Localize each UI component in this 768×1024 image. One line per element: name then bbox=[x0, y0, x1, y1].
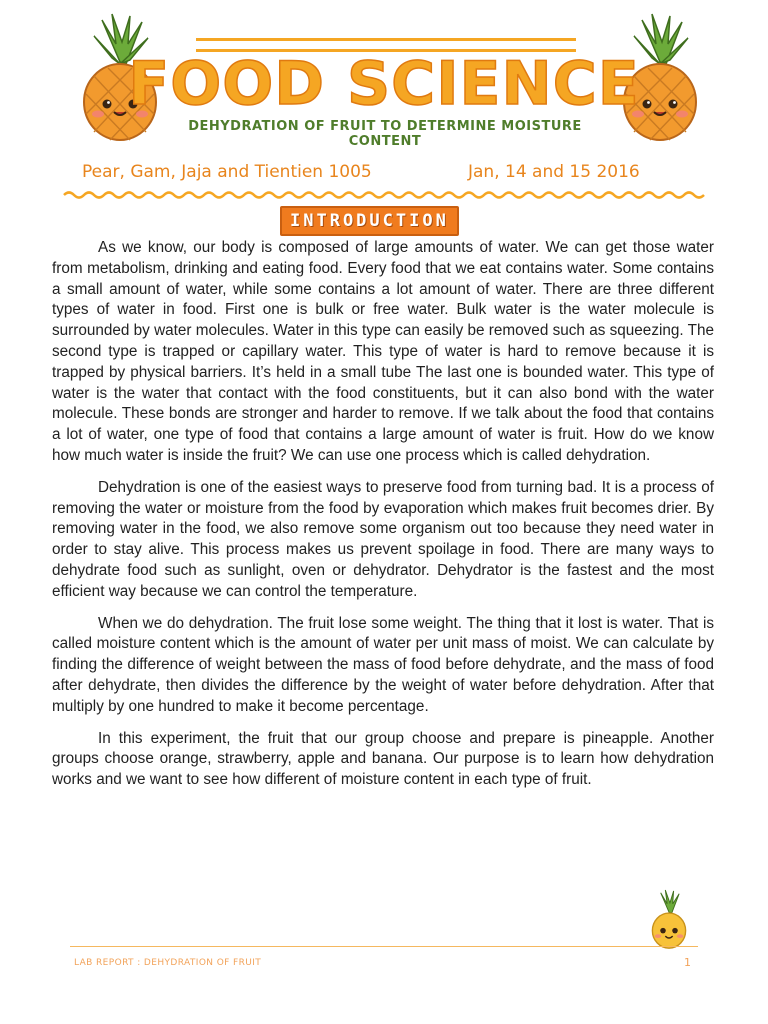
footer-label: LAB REPORT : DEHYDRATION OF FRUIT bbox=[74, 958, 262, 968]
section-heading: INTRODUCTION bbox=[290, 211, 449, 231]
paragraph-3: When we do dehydration. The fruit lose some weight. The thing that it lost is water. That is called moisture content which is the amount of water per unit mass of moist. We can calculate by finding the difference of weight between the mass of food before dehydrate, and the mass of food after dehydrate, then divides the difference by the weight of water before dehydration. After that multiply by one hundred to make it become percentage. bbox=[52, 614, 714, 715]
title-graphic bbox=[128, 48, 640, 119]
footer-rule bbox=[70, 946, 698, 947]
authors-line: Pear, Gam, Jaja and Tientien 1005 bbox=[82, 162, 372, 182]
body-text bbox=[52, 238, 714, 802]
pineapple-small-icon bbox=[646, 890, 692, 950]
paragraph-2: Dehydration is one of the easiest ways to preserve food from turning bad. It is a process of removing the water or moisture from the food by evaporation which makes fruit becomes drier. By removing water in the food, we also remove some organism out too because they need water in order to stay alive. This process makes us prevent spoilage in food. There are many ways to dehydrate food such as sunlight, oven or dehydrator. Dehydrator is the fastest and the most efficient way because we can control the temperature. bbox=[52, 478, 714, 600]
paragraph-4: In this experiment, the fruit that our group choose and prepare is pineapple. Another groups choose orange, strawberry, apple and banana. Our purpose is to learn how dehydration works and we want to see how different of moisture content in each type of fruit. bbox=[52, 729, 714, 789]
title-block bbox=[128, 48, 640, 119]
date-line: Jan, 14 and 15 2016 bbox=[468, 162, 640, 182]
section-heading-badge bbox=[280, 206, 459, 236]
page-subtitle: DEHYDRATION OF FRUIT TO DETERMINE MOISTURE CONTENT bbox=[188, 119, 582, 149]
page-title: FOOD SCIENCE bbox=[128, 49, 640, 119]
wavy-divider bbox=[64, 190, 704, 200]
paragraph-1: As we know, our body is composed of large amounts of water. We can get those water from metabolism, drinking and eating food. Every food that we eat contains water. Some contains a small amount of water, while some contains a lot amount of water. There are three different types of water in food. First one is bulk or free water. Bulk water is the water molecule is surrounded by water molecules. Water in this type can easily be removed such as squeezing. The second type is trapped or capillary water. This type of water is hard to remove because it is trapped by physical barriers. It’s held in a small tube The last one is bounded water. This type of water is the water that contact with the food constituents, but it can also bond with the water molecule. These bonds are stronger and harder to remove. If we talk about the food that contains a lot of water, one type of food that contains a large amount of water is fruit. How do we know how much water is inside the fruit? We can use one process which is called dehydration. bbox=[52, 239, 714, 464]
page-number: 1 bbox=[684, 956, 691, 969]
